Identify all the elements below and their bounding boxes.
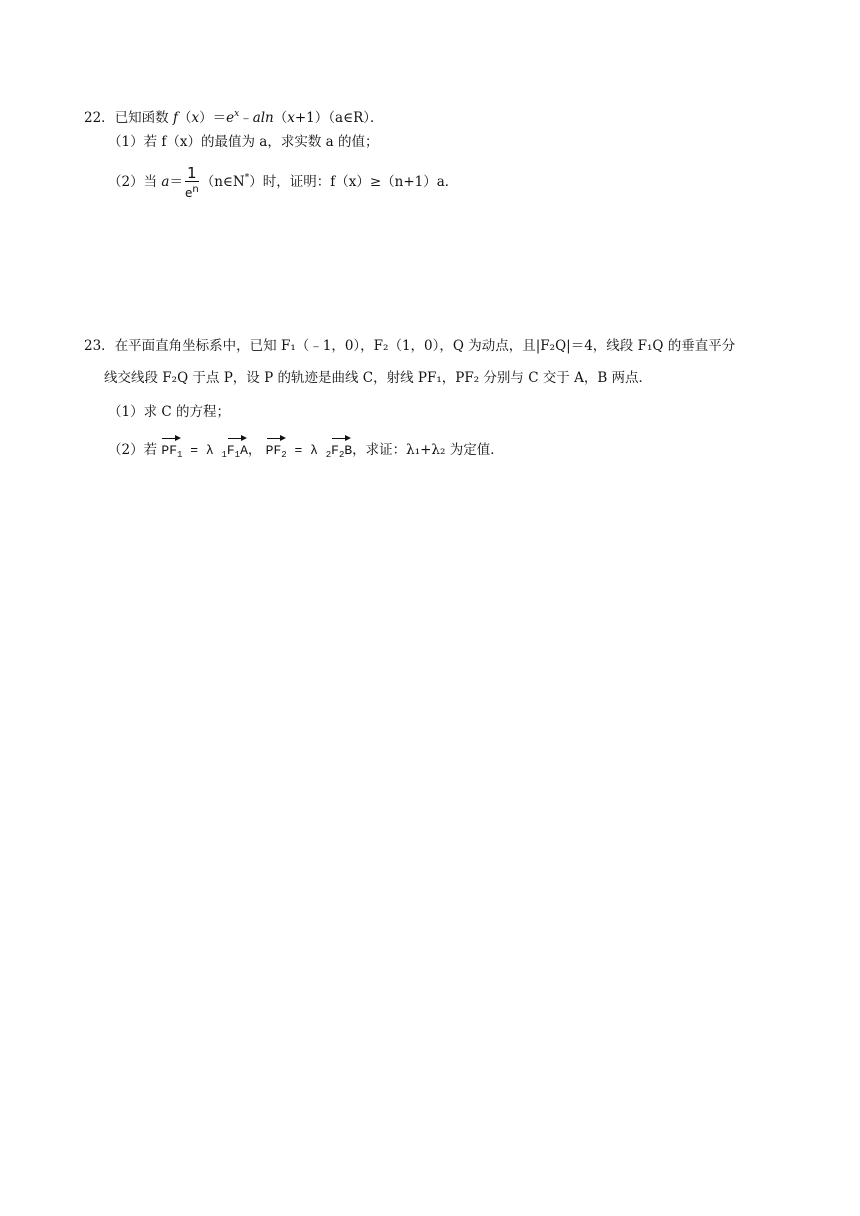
q23-part1-label: （1） <box>108 404 144 420</box>
q23-part1-text: 求 C 的方程； <box>143 404 231 420</box>
q23-line2: 线交线段 F₂Q 于点 P，设 P 的轨迹是曲线 C，射线 PF₁，PF₂ 分别与 C 交于 A，B 两点． <box>104 370 653 386</box>
q22-fraction <box>185 165 199 201</box>
q22-part2-cond: n∈N <box>214 174 245 190</box>
q22-frac-den: $e^n$ <box>184 183 199 200</box>
q23-line1: 在平面直角坐标系中，已知 F₁（﹣1，0），F₂（1，0），Q 为动点，且|F₂Q|＝4，线段 F₁Q 的垂直平分 <box>114 338 736 354</box>
q23-part1 <box>108 402 230 422</box>
vector-f1a: $F_1A$ <box>227 438 248 465</box>
q22-condition: （a∈R）． <box>328 110 384 126</box>
q22-part2-claim: f（x）≥（n+1）a． <box>330 174 459 190</box>
q23-stem-line1 <box>84 336 735 356</box>
q22-part2-post: 时，证明： <box>262 174 331 190</box>
q22-part1-text: 若 f（x）的最值为 a，求实数 a 的值； <box>143 134 379 150</box>
q22-frac-num: 1 <box>185 165 199 182</box>
q22-part1 <box>108 132 378 152</box>
vector-f2b: $F_2B$ <box>331 438 352 465</box>
q22-function: $f(x)=e^x﹣aln(x+1)$ <box>172 109 329 126</box>
vector-pf2: $PF_2$ <box>266 438 287 465</box>
q23-part2-post: ，求证：λ₁+λ₂ 为定值． <box>352 442 504 458</box>
q22-part2-label: （2） <box>108 174 144 190</box>
vector-pf1: $PF_1$ <box>161 438 182 465</box>
q22-part1-label: （1） <box>108 134 144 150</box>
q22-number: 22． <box>84 110 115 126</box>
q22-intro: 已知函数 <box>114 110 169 126</box>
q23-part2-label: （2） <box>108 442 144 458</box>
q23-number: 23． <box>84 338 115 354</box>
q22-part2: （2）当 a＝ $\frac{1}{e^n}$ （n∈N*）时，证明：f（x）≥（n+1）a． <box>108 163 459 200</box>
q22-part2-pre: 当 <box>143 174 158 190</box>
lambda-symbol: λ <box>205 443 214 458</box>
q23-stem-line2 <box>104 368 652 388</box>
q22-stem <box>84 104 384 128</box>
q23-part2: （2）若 $PF_1 = \lambda$ $_1F_1A$， $PF_2 = \lambda$ $_2F_2B$，求证：λ₁+λ₂ 为定值． <box>108 438 504 465</box>
q23-part2-pre: 若 <box>143 442 158 458</box>
